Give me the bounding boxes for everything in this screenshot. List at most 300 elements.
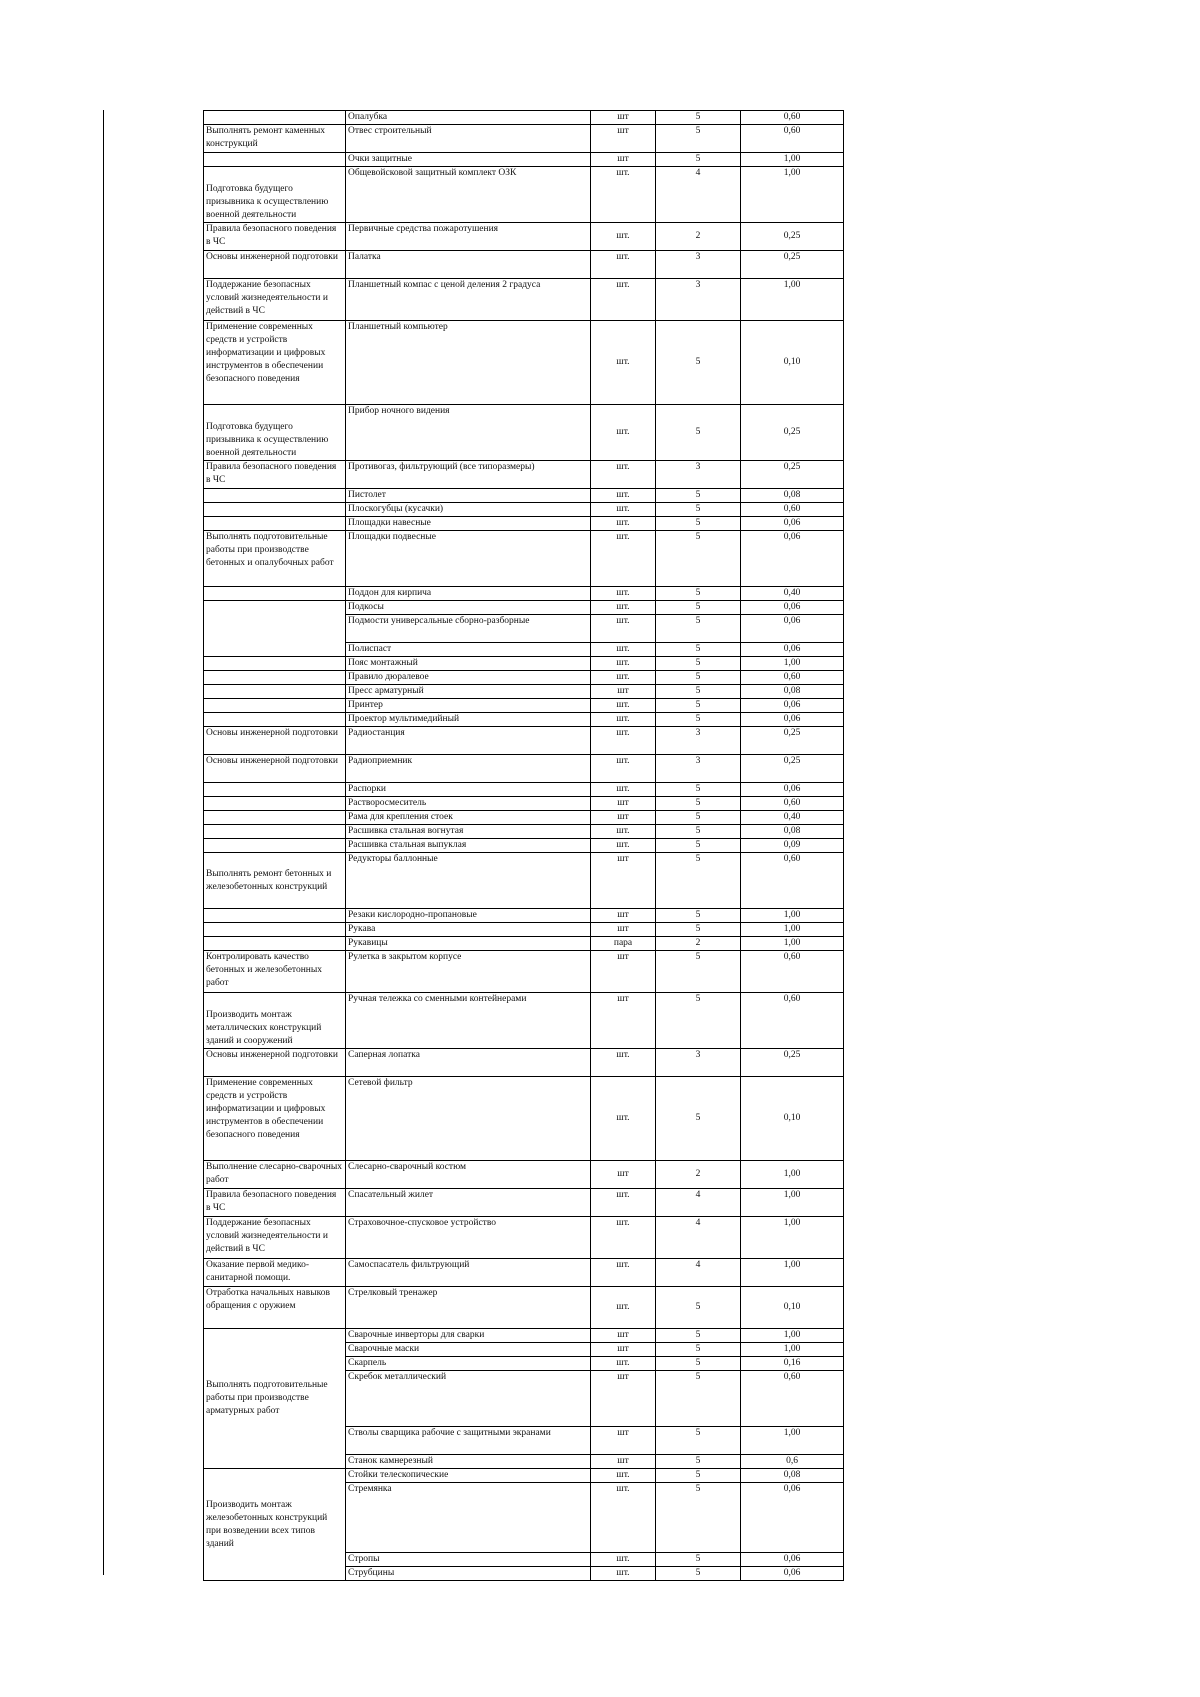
quantity-cell: 5 bbox=[656, 125, 741, 153]
quantity-cell: 5 bbox=[656, 405, 741, 461]
item-name-cell: Рукава bbox=[346, 923, 591, 937]
coefficient-cell: 0,10 bbox=[741, 321, 844, 405]
item-name-cell: Площадки навесные bbox=[346, 517, 591, 531]
coefficient-cell: 0,40 bbox=[741, 587, 844, 601]
table-row bbox=[204, 405, 844, 461]
unit-cell: шт. bbox=[591, 1357, 656, 1371]
quantity-cell: 2 bbox=[656, 1161, 741, 1189]
item-name-cell: Рукавицы bbox=[346, 937, 591, 951]
quantity-cell: 5 bbox=[656, 699, 741, 713]
activity-cell: Выполнять подготовительные работы при производстве бетонных и опалубочных работ bbox=[204, 531, 346, 587]
unit-cell: шт. bbox=[591, 1287, 656, 1329]
activity-cell bbox=[204, 111, 346, 125]
item-name-cell: Стойки телескопические bbox=[346, 1469, 591, 1483]
coefficient-cell: 0,25 bbox=[741, 223, 844, 251]
table-row bbox=[204, 587, 844, 601]
item-name-cell: Первичные средства пожаротушения bbox=[346, 223, 591, 251]
quantity-cell: 5 bbox=[656, 993, 741, 1049]
unit-cell: шт. bbox=[591, 1189, 656, 1217]
activity-cell bbox=[204, 671, 346, 685]
quantity-cell: 5 bbox=[656, 1483, 741, 1553]
coefficient-cell: 0,25 bbox=[741, 251, 844, 279]
unit-cell: шт. bbox=[591, 671, 656, 685]
coefficient-cell: 1,00 bbox=[741, 923, 844, 937]
unit-cell: шт bbox=[591, 1455, 656, 1469]
quantity-cell: 3 bbox=[656, 1049, 741, 1077]
coefficient-cell: 0,06 bbox=[741, 1553, 844, 1567]
unit-cell: шт bbox=[591, 993, 656, 1049]
activity-cell: Выполнять подготовительные работы при производстве арматурных работ bbox=[204, 1329, 346, 1469]
quantity-cell: 5 bbox=[656, 783, 741, 797]
quantity-cell: 5 bbox=[656, 951, 741, 993]
quantity-cell: 5 bbox=[656, 1455, 741, 1469]
activity-cell bbox=[204, 937, 346, 951]
unit-cell: шт. bbox=[591, 461, 656, 489]
unit-cell: шт. bbox=[591, 657, 656, 671]
quantity-cell: 5 bbox=[656, 1469, 741, 1483]
quantity-cell: 5 bbox=[656, 587, 741, 601]
coefficient-cell: 0,60 bbox=[741, 671, 844, 685]
item-name-cell: Сетевой фильтр bbox=[346, 1077, 591, 1161]
activity-cell bbox=[204, 503, 346, 517]
quantity-cell: 5 bbox=[656, 1427, 741, 1455]
item-name-cell: Прибор ночного видения bbox=[346, 405, 591, 461]
item-name-cell: Общевойсковой защитный комплект ОЗК bbox=[346, 167, 591, 223]
table-row bbox=[204, 111, 844, 125]
unit-cell: шт bbox=[591, 811, 656, 825]
table-row bbox=[204, 601, 844, 615]
coefficient-cell: 0,06 bbox=[741, 1567, 844, 1581]
table-row bbox=[204, 657, 844, 671]
quantity-cell: 5 bbox=[656, 1343, 741, 1357]
activity-cell: Основы инженерной подготовки bbox=[204, 727, 346, 755]
quantity-cell: 4 bbox=[656, 1189, 741, 1217]
coefficient-cell: 0,06 bbox=[741, 643, 844, 657]
activity-cell: Контролировать качество бетонных и железобетонных работ bbox=[204, 951, 346, 993]
table-row bbox=[204, 937, 844, 951]
quantity-cell: 5 bbox=[656, 1371, 741, 1427]
unit-cell: шт bbox=[591, 111, 656, 125]
item-name-cell: Плоскогубцы (кусачки) bbox=[346, 503, 591, 517]
coefficient-cell: 0,08 bbox=[741, 825, 844, 839]
activity-cell: Отработка начальных навыков обращения с оружием bbox=[204, 1287, 346, 1329]
quantity-cell: 5 bbox=[656, 531, 741, 587]
item-name-cell: Самоспасатель фильтрующий bbox=[346, 1259, 591, 1287]
coefficient-cell: 1,00 bbox=[741, 153, 844, 167]
activity-cell: Поддержание безопасных условий жизнедеятельности и действий в ЧС bbox=[204, 1217, 346, 1259]
coefficient-cell: 0,60 bbox=[741, 993, 844, 1049]
activity-cell bbox=[204, 923, 346, 937]
unit-cell: шт. bbox=[591, 1049, 656, 1077]
table-row bbox=[204, 1189, 844, 1217]
unit-cell: шт. bbox=[591, 167, 656, 223]
unit-cell: шт bbox=[591, 909, 656, 923]
unit-cell: шт bbox=[591, 923, 656, 937]
coefficient-cell: 0,25 bbox=[741, 755, 844, 783]
activity-cell bbox=[204, 685, 346, 699]
activity-cell: Применение современных средств и устройств информатизации и цифровых инструментов в обеспечении безопасного поведения bbox=[204, 1077, 346, 1161]
coefficient-cell: 1,00 bbox=[741, 1427, 844, 1455]
table-row bbox=[204, 993, 844, 1049]
unit-cell: шт bbox=[591, 153, 656, 167]
table-row bbox=[204, 321, 844, 405]
quantity-cell: 5 bbox=[656, 853, 741, 909]
activity-cell bbox=[204, 825, 346, 839]
quantity-cell: 5 bbox=[656, 643, 741, 657]
item-name-cell: Резаки кислородно-пропановые bbox=[346, 909, 591, 923]
activity-cell: Правила безопасного поведения в ЧС bbox=[204, 461, 346, 489]
item-name-cell: Проектор мультимедийный bbox=[346, 713, 591, 727]
item-name-cell: Подмости универсальные сборно-разборные bbox=[346, 615, 591, 643]
table-row bbox=[204, 251, 844, 279]
unit-cell: шт. bbox=[591, 1217, 656, 1259]
item-name-cell: Станок камнерезный bbox=[346, 1455, 591, 1469]
coefficient-cell: 1,00 bbox=[741, 909, 844, 923]
quantity-cell: 5 bbox=[656, 1287, 741, 1329]
quantity-cell: 5 bbox=[656, 797, 741, 811]
table-row bbox=[204, 489, 844, 503]
coefficient-cell: 1,00 bbox=[741, 1189, 844, 1217]
coefficient-cell: 1,00 bbox=[741, 1161, 844, 1189]
activity-cell: Применение современных средств и устройств информатизации и цифровых инструментов в обеспечении безопасного поведения bbox=[204, 321, 346, 405]
quantity-cell: 5 bbox=[656, 825, 741, 839]
item-name-cell: Распорки bbox=[346, 783, 591, 797]
unit-cell: шт bbox=[591, 125, 656, 153]
item-name-cell: Планшетный компьютер bbox=[346, 321, 591, 405]
item-name-cell: Рама для крепления стоек bbox=[346, 811, 591, 825]
coefficient-cell: 0,25 bbox=[741, 727, 844, 755]
activity-cell: Основы инженерной подготовки bbox=[204, 251, 346, 279]
quantity-cell: 5 bbox=[656, 685, 741, 699]
unit-cell: шт. bbox=[591, 601, 656, 615]
unit-cell: шт bbox=[591, 1371, 656, 1427]
unit-cell: шт. bbox=[591, 279, 656, 321]
quantity-cell: 3 bbox=[656, 251, 741, 279]
table-row bbox=[204, 1259, 844, 1287]
unit-cell: шт. bbox=[591, 1483, 656, 1553]
item-name-cell: Растворосмеситель bbox=[346, 797, 591, 811]
unit-cell: шт. bbox=[591, 531, 656, 587]
table-row bbox=[204, 923, 844, 937]
activity-cell: Производить монтаж железобетонных конструкций при возведении всех типов зданий bbox=[204, 1469, 346, 1581]
table-row bbox=[204, 279, 844, 321]
table-row bbox=[204, 531, 844, 587]
activity-cell: Основы инженерной подготовки bbox=[204, 1049, 346, 1077]
quantity-cell: 5 bbox=[656, 111, 741, 125]
table-row bbox=[204, 811, 844, 825]
quantity-cell: 5 bbox=[656, 909, 741, 923]
unit-cell: шт. bbox=[591, 503, 656, 517]
quantity-cell: 5 bbox=[656, 839, 741, 853]
item-name-cell: Скарпель bbox=[346, 1357, 591, 1371]
item-name-cell: Опалубка bbox=[346, 111, 591, 125]
item-name-cell: Пояс монтажный bbox=[346, 657, 591, 671]
item-name-cell: Редукторы баллонные bbox=[346, 853, 591, 909]
coefficient-cell: 0,60 bbox=[741, 125, 844, 153]
table-row bbox=[204, 797, 844, 811]
item-name-cell: Рулетка в закрытом корпусе bbox=[346, 951, 591, 993]
activity-cell: Правила безопасного поведения в ЧС bbox=[204, 1189, 346, 1217]
unit-cell: шт. bbox=[591, 517, 656, 531]
coefficient-cell: 0,40 bbox=[741, 811, 844, 825]
item-name-cell: Расшивка стальная выпуклая bbox=[346, 839, 591, 853]
unit-cell: шт. bbox=[591, 727, 656, 755]
activity-cell bbox=[204, 699, 346, 713]
table-row bbox=[204, 1049, 844, 1077]
unit-cell: шт. bbox=[591, 713, 656, 727]
coefficient-cell: 0,10 bbox=[741, 1287, 844, 1329]
item-name-cell: Полиспаст bbox=[346, 643, 591, 657]
table-row bbox=[204, 1287, 844, 1329]
item-name-cell: Стремянка bbox=[346, 1483, 591, 1553]
coefficient-cell: 1,00 bbox=[741, 1259, 844, 1287]
table-row bbox=[204, 671, 844, 685]
unit-cell: шт. bbox=[591, 405, 656, 461]
coefficient-cell: 0,06 bbox=[741, 531, 844, 587]
coefficient-cell: 0,08 bbox=[741, 685, 844, 699]
coefficient-cell: 0,09 bbox=[741, 839, 844, 853]
coefficient-cell: 0,06 bbox=[741, 517, 844, 531]
unit-cell: шт bbox=[591, 1427, 656, 1455]
coefficient-cell: 1,00 bbox=[741, 1329, 844, 1343]
table-row bbox=[204, 1161, 844, 1189]
item-name-cell: Палатка bbox=[346, 251, 591, 279]
table-row bbox=[204, 951, 844, 993]
item-name-cell: Подкосы bbox=[346, 601, 591, 615]
item-name-cell: Радиостанция bbox=[346, 727, 591, 755]
item-name-cell: Расшивка стальная вогнутая bbox=[346, 825, 591, 839]
table-row bbox=[204, 125, 844, 153]
unit-cell: шт bbox=[591, 797, 656, 811]
item-name-cell: Спасательный жилет bbox=[346, 1189, 591, 1217]
quantity-cell: 5 bbox=[656, 517, 741, 531]
item-name-cell: Пистолет bbox=[346, 489, 591, 503]
table-row bbox=[204, 503, 844, 517]
item-name-cell: Пресс арматурный bbox=[346, 685, 591, 699]
quantity-cell: 3 bbox=[656, 755, 741, 783]
quantity-cell: 5 bbox=[656, 321, 741, 405]
left-margin-rule bbox=[103, 110, 104, 1575]
activity-cell bbox=[204, 811, 346, 825]
table-row bbox=[204, 517, 844, 531]
table-row bbox=[204, 223, 844, 251]
item-name-cell: Слесарно-сварочный костюм bbox=[346, 1161, 591, 1189]
unit-cell: шт. bbox=[591, 699, 656, 713]
unit-cell: шт. bbox=[591, 223, 656, 251]
activity-cell: Оказание первой медико-санитарной помощи. bbox=[204, 1259, 346, 1287]
quantity-cell: 5 bbox=[656, 615, 741, 643]
coefficient-cell: 1,00 bbox=[741, 167, 844, 223]
quantity-cell: 5 bbox=[656, 153, 741, 167]
unit-cell: шт. bbox=[591, 615, 656, 643]
coefficient-cell: 1,00 bbox=[741, 657, 844, 671]
unit-cell: шт bbox=[591, 1343, 656, 1357]
coefficient-cell: 1,00 bbox=[741, 1343, 844, 1357]
coefficient-cell: 0,60 bbox=[741, 951, 844, 993]
unit-cell: пара bbox=[591, 937, 656, 951]
quantity-cell: 5 bbox=[656, 489, 741, 503]
item-name-cell: Стропы bbox=[346, 1553, 591, 1567]
unit-cell: шт. bbox=[591, 783, 656, 797]
quantity-cell: 5 bbox=[656, 671, 741, 685]
unit-cell: шт. bbox=[591, 1077, 656, 1161]
activity-cell: Подготовка будущего призывника к осуществлению военной деятельности bbox=[204, 405, 346, 461]
item-name-cell: Площадки подвесные bbox=[346, 531, 591, 587]
quantity-cell: 2 bbox=[656, 223, 741, 251]
item-name-cell: Правило дюралевое bbox=[346, 671, 591, 685]
table-row bbox=[204, 1329, 844, 1343]
equipment-table bbox=[203, 110, 844, 1581]
activity-cell bbox=[204, 713, 346, 727]
unit-cell: шт. bbox=[591, 643, 656, 657]
activity-cell bbox=[204, 587, 346, 601]
unit-cell: шт. bbox=[591, 755, 656, 783]
item-name-cell: Стволы сварщика рабочие с защитными экранами bbox=[346, 1427, 591, 1455]
activity-cell bbox=[204, 657, 346, 671]
coefficient-cell: 0,25 bbox=[741, 461, 844, 489]
table-row bbox=[204, 1469, 844, 1483]
item-name-cell: Ручная тележка со сменными контейнерами bbox=[346, 993, 591, 1049]
coefficient-cell: 0,60 bbox=[741, 853, 844, 909]
item-name-cell: Очки защитные bbox=[346, 153, 591, 167]
unit-cell: шт. bbox=[591, 1567, 656, 1581]
activity-cell: Подготовка будущего призывника к осуществлению военной деятельности bbox=[204, 167, 346, 223]
table-row bbox=[204, 1077, 844, 1161]
activity-cell bbox=[204, 839, 346, 853]
table-row bbox=[204, 755, 844, 783]
item-name-cell: Противогаз, фильтрующий (все типоразмеры) bbox=[346, 461, 591, 489]
quantity-cell: 5 bbox=[656, 1553, 741, 1567]
table-row bbox=[204, 853, 844, 909]
table-row bbox=[204, 461, 844, 489]
coefficient-cell: 1,00 bbox=[741, 279, 844, 321]
quantity-cell: 5 bbox=[656, 811, 741, 825]
quantity-cell: 3 bbox=[656, 279, 741, 321]
table-row bbox=[204, 153, 844, 167]
quantity-cell: 4 bbox=[656, 1217, 741, 1259]
table-row bbox=[204, 727, 844, 755]
item-name-cell: Отвес строительный bbox=[346, 125, 591, 153]
unit-cell: шт. bbox=[591, 825, 656, 839]
table-row bbox=[204, 167, 844, 223]
unit-cell: шт. bbox=[591, 839, 656, 853]
coefficient-cell: 0,06 bbox=[741, 783, 844, 797]
coefficient-cell: 0,06 bbox=[741, 601, 844, 615]
activity-cell bbox=[204, 489, 346, 503]
unit-cell: шт bbox=[591, 1329, 656, 1343]
quantity-cell: 5 bbox=[656, 1077, 741, 1161]
activity-cell: Основы инженерной подготовки bbox=[204, 755, 346, 783]
coefficient-cell: 0,60 bbox=[741, 111, 844, 125]
table-row bbox=[204, 839, 844, 853]
table-row bbox=[204, 713, 844, 727]
unit-cell: шт. bbox=[591, 1553, 656, 1567]
coefficient-cell: 0,25 bbox=[741, 1049, 844, 1077]
table-row bbox=[204, 783, 844, 797]
quantity-cell: 5 bbox=[656, 923, 741, 937]
coefficient-cell: 0,08 bbox=[741, 489, 844, 503]
activity-cell bbox=[204, 601, 346, 657]
unit-cell: шт. bbox=[591, 251, 656, 279]
activity-cell bbox=[204, 909, 346, 923]
item-name-cell: Скребок металлический bbox=[346, 1371, 591, 1427]
coefficient-cell: 0,25 bbox=[741, 405, 844, 461]
activity-cell bbox=[204, 797, 346, 811]
unit-cell: шт. bbox=[591, 321, 656, 405]
activity-cell bbox=[204, 517, 346, 531]
item-name-cell: Сварочные инверторы для сварки bbox=[346, 1329, 591, 1343]
unit-cell: шт bbox=[591, 685, 656, 699]
item-name-cell: Струбцины bbox=[346, 1567, 591, 1581]
coefficient-cell: 0,06 bbox=[741, 615, 844, 643]
coefficient-cell: 0,60 bbox=[741, 1371, 844, 1427]
coefficient-cell: 0,06 bbox=[741, 699, 844, 713]
unit-cell: шт bbox=[591, 853, 656, 909]
activity-cell: Выполнять ремонт каменных конструкций bbox=[204, 125, 346, 153]
item-name-cell: Саперная лопатка bbox=[346, 1049, 591, 1077]
quantity-cell: 4 bbox=[656, 167, 741, 223]
unit-cell: шт. bbox=[591, 1469, 656, 1483]
activity-cell: Выполнять ремонт бетонных и железобетонных конструкций bbox=[204, 853, 346, 909]
coefficient-cell: 1,00 bbox=[741, 937, 844, 951]
quantity-cell: 5 bbox=[656, 657, 741, 671]
item-name-cell: Стрелковый тренажер bbox=[346, 1287, 591, 1329]
equipment-table-body bbox=[204, 111, 844, 1581]
activity-cell: Выполнение слесарно-сварочных работ bbox=[204, 1161, 346, 1189]
quantity-cell: 4 bbox=[656, 1259, 741, 1287]
quantity-cell: 5 bbox=[656, 503, 741, 517]
quantity-cell: 5 bbox=[656, 713, 741, 727]
activity-cell bbox=[204, 783, 346, 797]
table-row bbox=[204, 699, 844, 713]
table-row bbox=[204, 1217, 844, 1259]
quantity-cell: 5 bbox=[656, 1567, 741, 1581]
item-name-cell: Страховочное-спусковое устройство bbox=[346, 1217, 591, 1259]
quantity-cell: 3 bbox=[656, 461, 741, 489]
quantity-cell: 5 bbox=[656, 1329, 741, 1343]
table-row bbox=[204, 825, 844, 839]
unit-cell: шт bbox=[591, 951, 656, 993]
item-name-cell: Сварочные маски bbox=[346, 1343, 591, 1357]
unit-cell: шт bbox=[591, 1161, 656, 1189]
activity-cell: Производить монтаж металлических конструкций зданий и сооружений bbox=[204, 993, 346, 1049]
unit-cell: шт. bbox=[591, 1259, 656, 1287]
quantity-cell: 2 bbox=[656, 937, 741, 951]
coefficient-cell: 0,06 bbox=[741, 1483, 844, 1553]
coefficient-cell: 0,60 bbox=[741, 797, 844, 811]
item-name-cell: Принтер bbox=[346, 699, 591, 713]
coefficient-cell: 0,60 bbox=[741, 503, 844, 517]
activity-cell: Поддержание безопасных условий жизнедеятельности и действий в ЧС bbox=[204, 279, 346, 321]
item-name-cell: Поддон для кирпича bbox=[346, 587, 591, 601]
item-name-cell: Радиоприемник bbox=[346, 755, 591, 783]
coefficient-cell: 0,08 bbox=[741, 1469, 844, 1483]
table-row bbox=[204, 685, 844, 699]
item-name-cell: Планшетный компас с ценой деления 2 градуса bbox=[346, 279, 591, 321]
unit-cell: шт. bbox=[591, 587, 656, 601]
unit-cell: шт. bbox=[591, 489, 656, 503]
coefficient-cell: 1,00 bbox=[741, 1217, 844, 1259]
coefficient-cell: 0,10 bbox=[741, 1077, 844, 1161]
activity-cell: Правила безопасного поведения в ЧС bbox=[204, 223, 346, 251]
quantity-cell: 5 bbox=[656, 601, 741, 615]
quantity-cell: 5 bbox=[656, 1357, 741, 1371]
quantity-cell: 3 bbox=[656, 727, 741, 755]
coefficient-cell: 0,6 bbox=[741, 1455, 844, 1469]
activity-cell bbox=[204, 153, 346, 167]
coefficient-cell: 0,16 bbox=[741, 1357, 844, 1371]
coefficient-cell: 0,06 bbox=[741, 713, 844, 727]
